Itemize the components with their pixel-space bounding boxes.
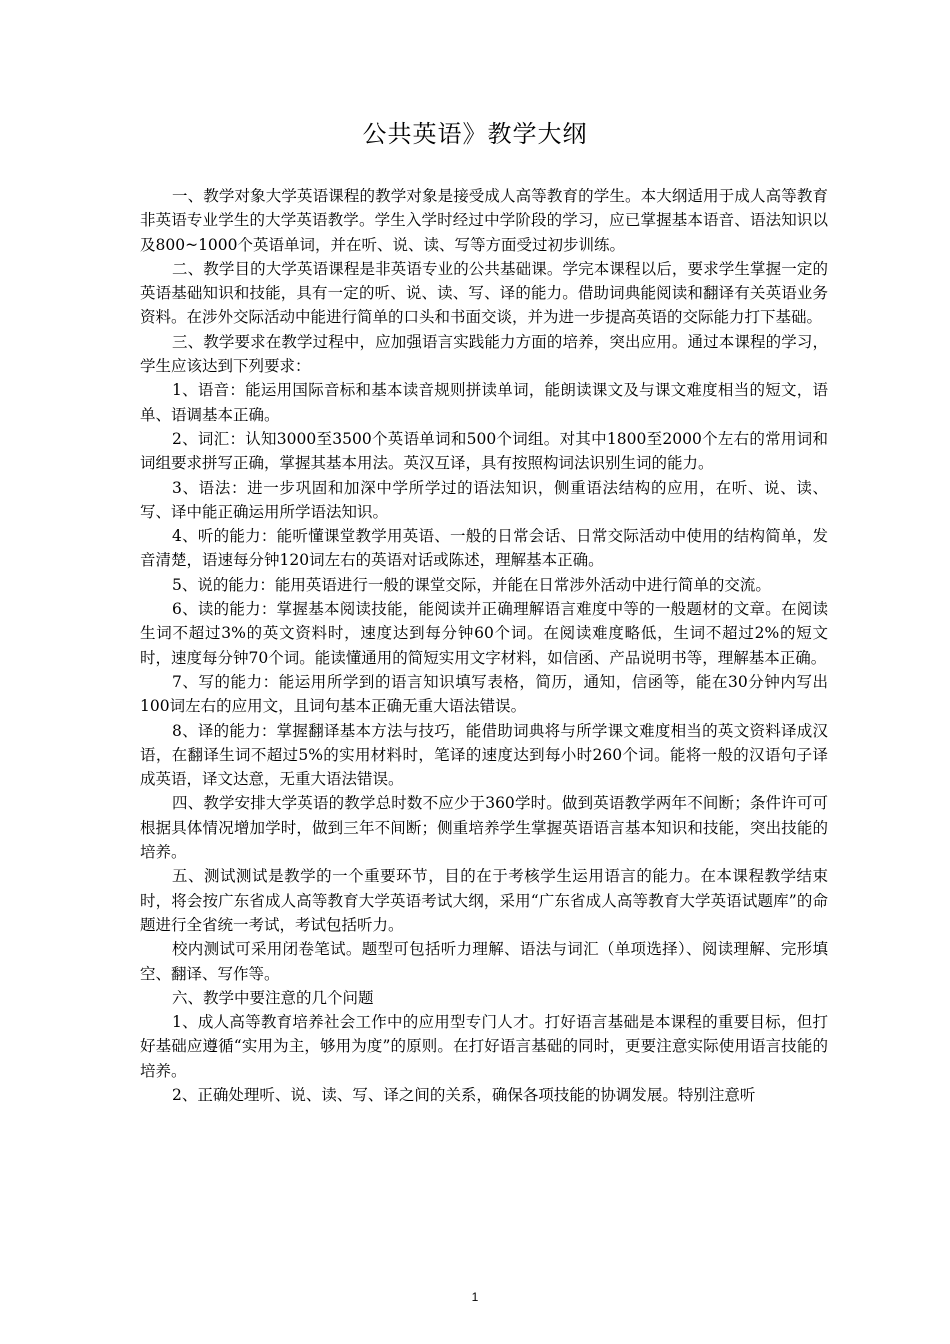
paragraph-testing: 五、测试测试是教学的一个重要环节，目的在于考核学生运用语言的能力。在本课程教学结束时，将会按广东省成人高等教育大学英语考试大纲，采用“广东省成人高等教育大学英语试题库”的命题进行全省统一考试，考试包括听力。 <box>140 867 828 934</box>
paragraph-teaching-requirements: 三、教学要求在教学过程中，应加强语言实践能力方面的培养，突出应用。通过本课程的学习，学生应该达到下列要求： <box>140 332 828 376</box>
paragraph-school-testing: 校内测试可采用闭卷笔试。题型可包括听力理解、语法与词汇（单项选择）、阅读理解、完形填空、翻译、写作等。 <box>140 940 828 983</box>
paragraph-writing: 7、写的能力：能运用所学到的语言知识填写表格，简历，通知，信函等，能在30分钟内写出100词左右的应用文，且词句基本正确无重大语法错误。 <box>140 672 828 716</box>
paragraph-grammar: 3、语法：进一步巩固和加深中学所学过的语法知识，侧重语法结构的应用，在听、说、读、写、译中能正确运用所学语法知识。 <box>140 478 828 521</box>
paragraph-reading: 6、读的能力：掌握基本阅读技能，能阅读并正确理解语言难度中等的一般题材的文章。在阅读生词不超过3%的英文资料时，速度达到每分钟60个词。在阅读难度略低，生词不超过2%的短文时，速度每分钟70个词。能读懂通用的简短实用文字材料，如信函、产品说明书等，理解基本正确。 <box>140 600 828 667</box>
paragraph-pronunciation: 1、语音：能运用国际音标和基本读音规则拼读单词，能朗读课文及与课文难度相当的短文，语单、语调基本正确。 <box>140 381 828 424</box>
page-number: 1 <box>471 1290 479 1304</box>
page-title: 公共英语》教学大纲 <box>362 120 588 148</box>
paragraph-note-two: 2、正确处理听、说、读、写、译之间的关系，确保各项技能的协调发展。特别注意听 <box>172 1085 756 1104</box>
paragraph-listening: 4、听的能力：能听懂课堂教学用英语、一般的日常会话、日常交际活动中使用的结构简单，发音清楚，语速每分钟120词左右的英语对话或陈述，理解基本正确。 <box>140 527 828 570</box>
paragraph-note-one: 1、成人高等教育培养社会工作中的应用型专门人才。打好语言基础是本课程的重要目标，但打好基础应遵循“实用为主，够用为度”的原则。在打好语言基础的同时，更要注意实际使用语言技能的培养。 <box>140 1013 828 1080</box>
document-body <box>140 184 828 1107</box>
paragraph-vocabulary: 2、词汇：认知3000至3500个英语单词和500个词组。对其中1800至2000个左右的常用词和词组要求拼写正确，掌握其基本用法。英汉互译，具有按照构词法识别生词的能力。 <box>140 429 828 473</box>
paragraph-section-six-heading: 六、教学中要注意的几个问题 <box>172 988 374 1007</box>
paragraph-translation: 8、译的能力：掌握翻译基本方法与技巧，能借助词典将与所学课文难度相当的英文资料译成汉语，在翻译生词不超过5%的实用材料时，笔译的速度达到每小时260个词。能将一般的汉语句子译成英语，译文达意，无重大语法错误。 <box>140 721 828 789</box>
paragraph-speaking: 5、说的能力：能用英语进行一般的课堂交际，并能在日常涉外活动中进行简单的交流。 <box>172 575 771 594</box>
paragraph-teaching-object: 一、教学对象大学英语课程的教学对象是接受成人高等教育的学生。本大纲适用于成人高等教育非英语专业学生的大学英语教学。学生入学时经过中学阶段的学习，应已掌握基本语音、语法知识以及800~1000个英语单词，并在听、说、读、写等方面受过初步训练。 <box>140 187 828 254</box>
paragraph-teaching-arrangement: 四、教学安排大学英语的教学总时数不应少于360学时。做到英语教学两年不间断；条件许可可根据具体情况增加学时，做到三年不间断；侧重培养学生掌握英语语言基本知识和技能，突出技能的培养。 <box>140 794 828 862</box>
paragraph-teaching-purpose: 二、教学目的大学英语课程是非英语专业的公共基础课。学完本课程以后，要求学生掌握一定的英语基础知识和技能，具有一定的听、说、读、写、译的能力。借助词典能阅读和翻译有关英语业务资料。在涉外交际活动中能进行简单的口头和书面交谈，并为进一步提高英语的交际能力打下基础。 <box>140 259 828 327</box>
